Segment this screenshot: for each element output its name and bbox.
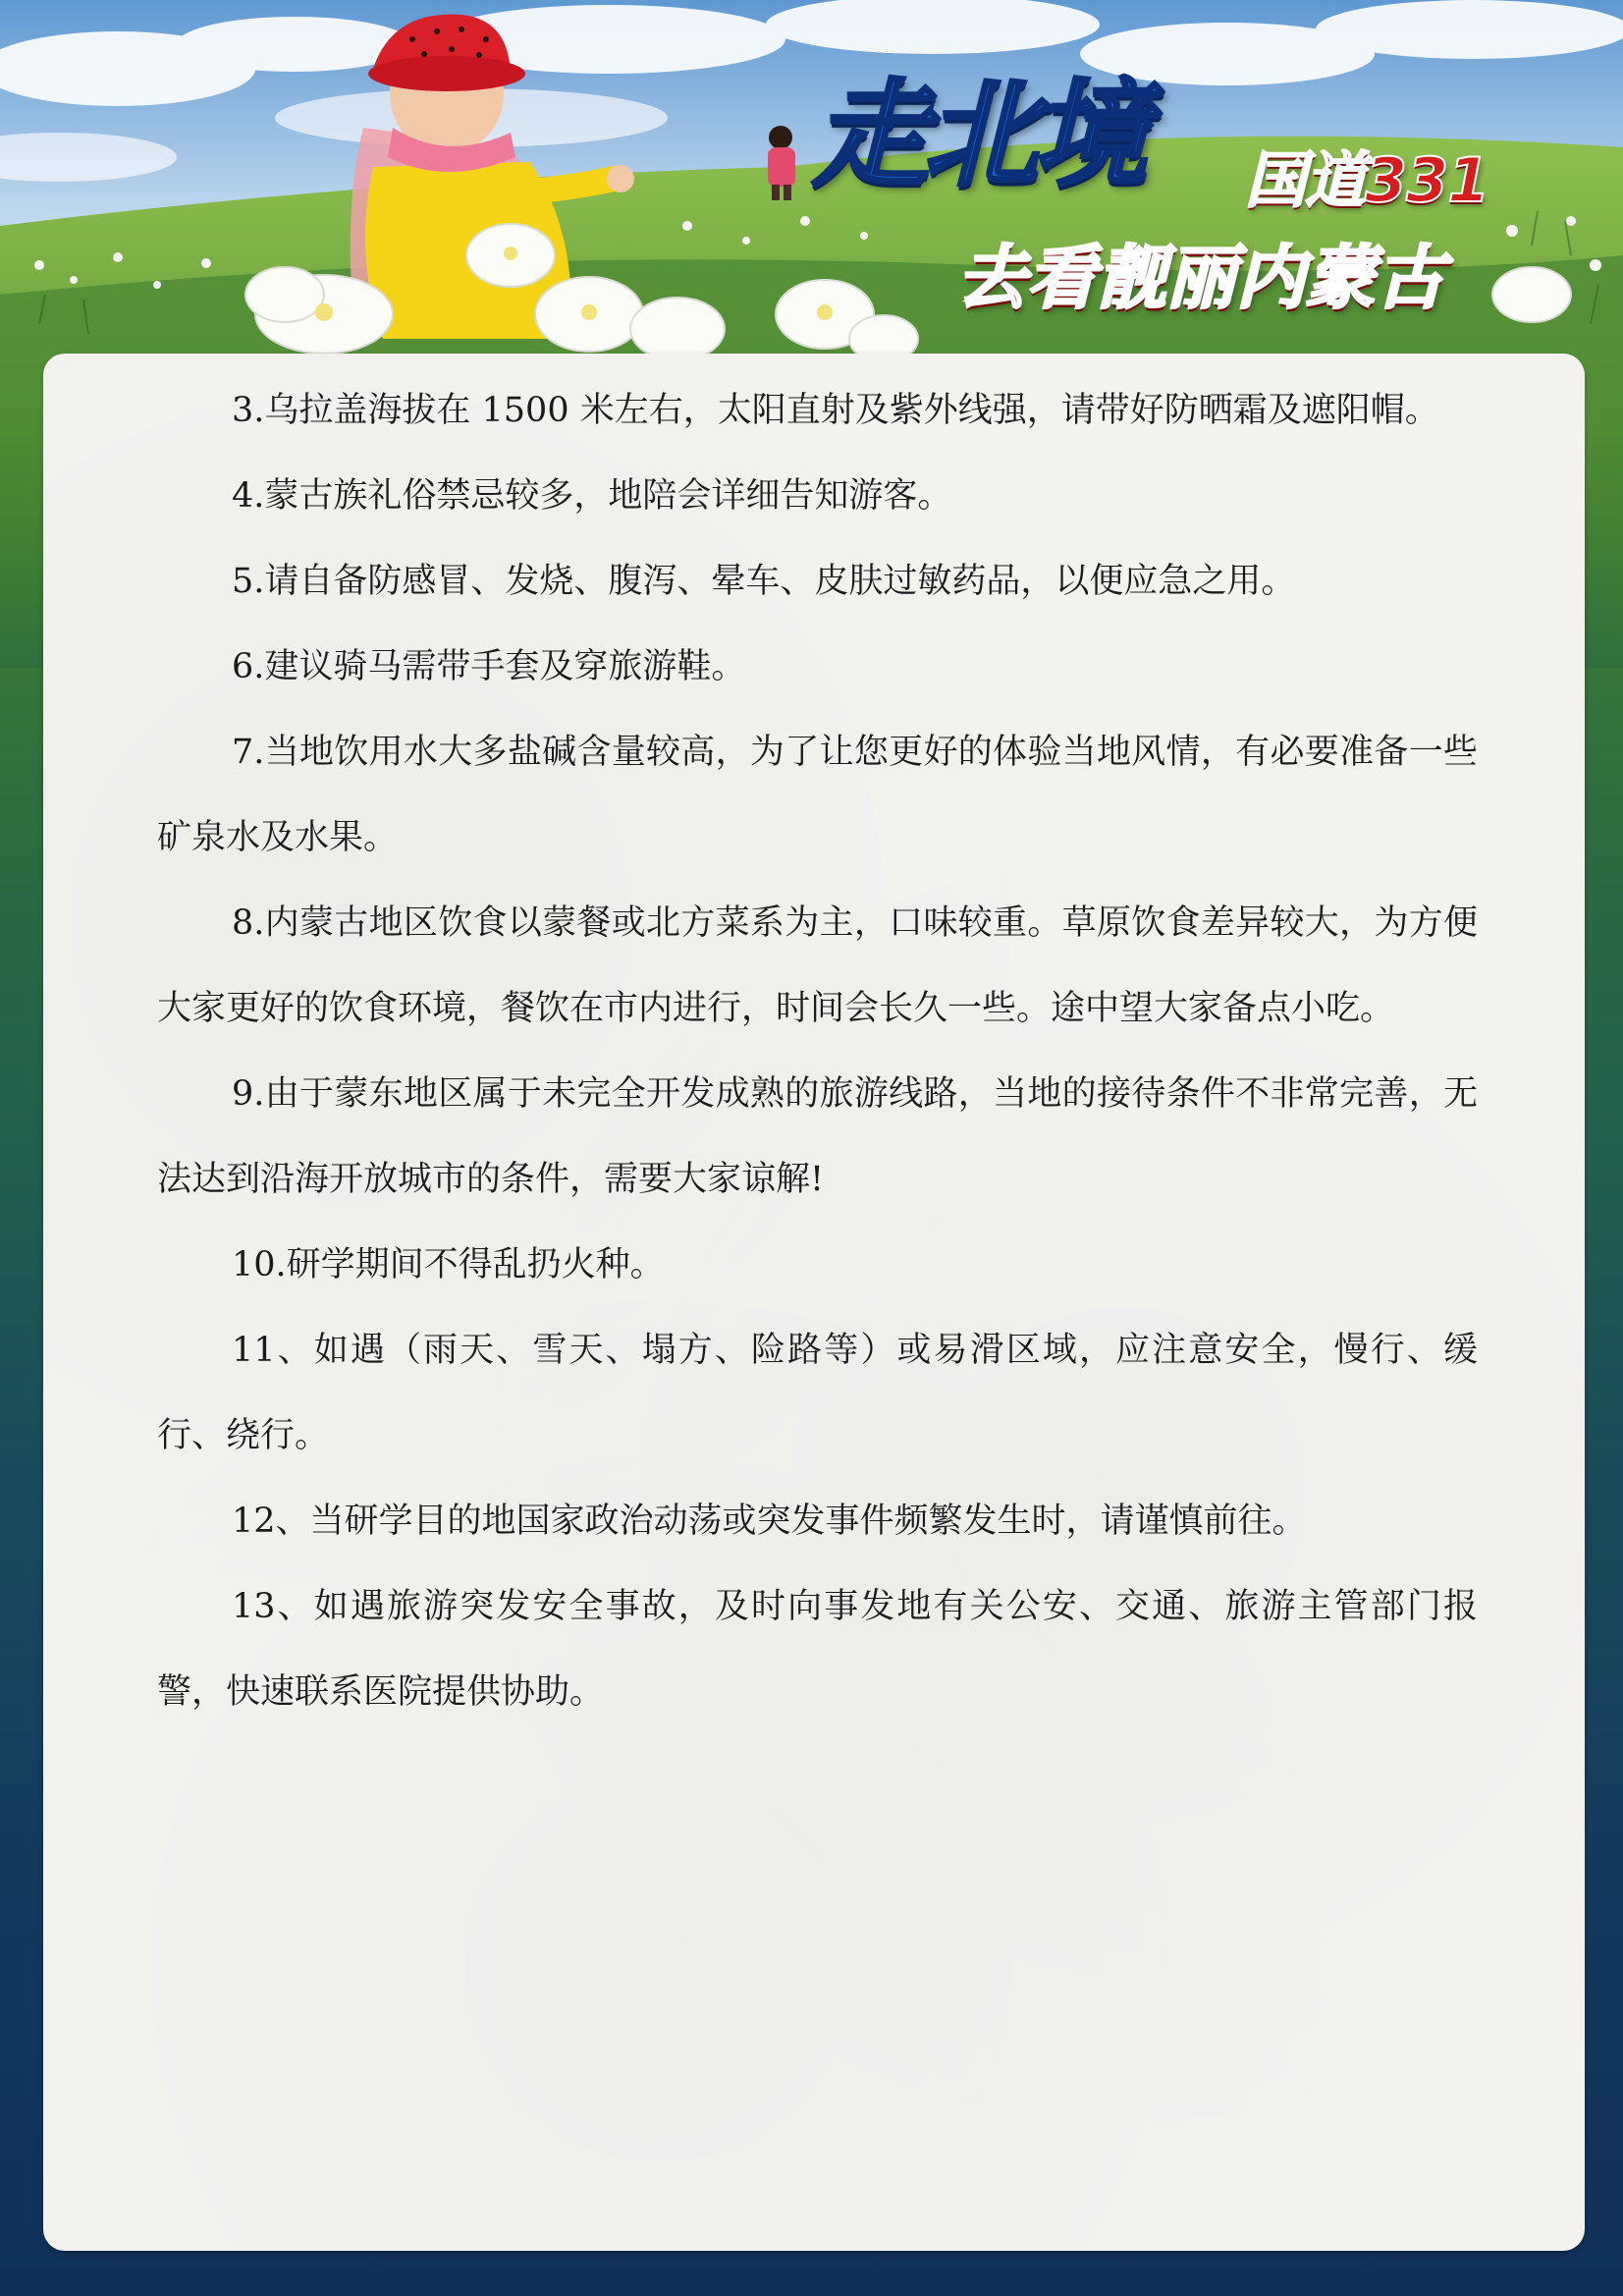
tip-item: 4.蒙古族礼俗禁忌较多，地陪会详细告知游客。 — [232, 476, 952, 516]
travel-tips — [157, 368, 1478, 1735]
banner-subtitle: 去看靓丽内蒙古 — [957, 238, 1445, 318]
tip-item: 6.建议骑马需带手套及穿旅游鞋。 — [232, 647, 746, 686]
banner-title: 走北境 — [813, 67, 1144, 202]
tip-item: 10.研学期间不得乱扔火种。 — [232, 1245, 665, 1285]
tip-item: 5.请自备防感冒、发烧、腹泻、晕车、皮肤过敏药品，以便应急之用。 — [232, 562, 1296, 601]
tip-item: 13、如遇旅游突发安全事故，及时向事发地有关公安、交通、旅游主管部门报警，快速联系医院提供协助。 — [157, 1587, 1478, 1712]
tip-item: 9.由于蒙东地区属于未完全开发成熟的旅游线路，当地的接待条件不非常完善，无法达到沿海开放城市的条件，需要大家谅解! — [157, 1074, 1478, 1199]
tip-item: 11、如遇（雨天、雪天、塌方、险路等）或易滑区域，应注意安全，慢行、缓行、绕行。 — [157, 1331, 1478, 1455]
tip-item: 7.当地饮用水大多盐碱含量较高，为了让您更好的体验当地风情，有必要准备一些矿泉水及水果。 — [157, 733, 1478, 857]
banner-route-label: 国道331 — [1245, 144, 1489, 216]
tip-item: 12、当研学目的地国家政治动荡或突发事件频繁发生时，请谨慎前往。 — [232, 1502, 1307, 1541]
tip-item: 3.乌拉盖海拔在 1500 米左右，太阳直射及紫外线强，请带好防晒霜及遮阳帽。 — [232, 391, 1439, 430]
tip-item: 8.内蒙古地区饮食以蒙餐或北方菜系为主，口味较重。草原饮食差异较大，为方便大家更好的饮食环境，餐饮在市内进行，时间会长久一些。途中望大家备点小吃。 — [157, 903, 1478, 1028]
